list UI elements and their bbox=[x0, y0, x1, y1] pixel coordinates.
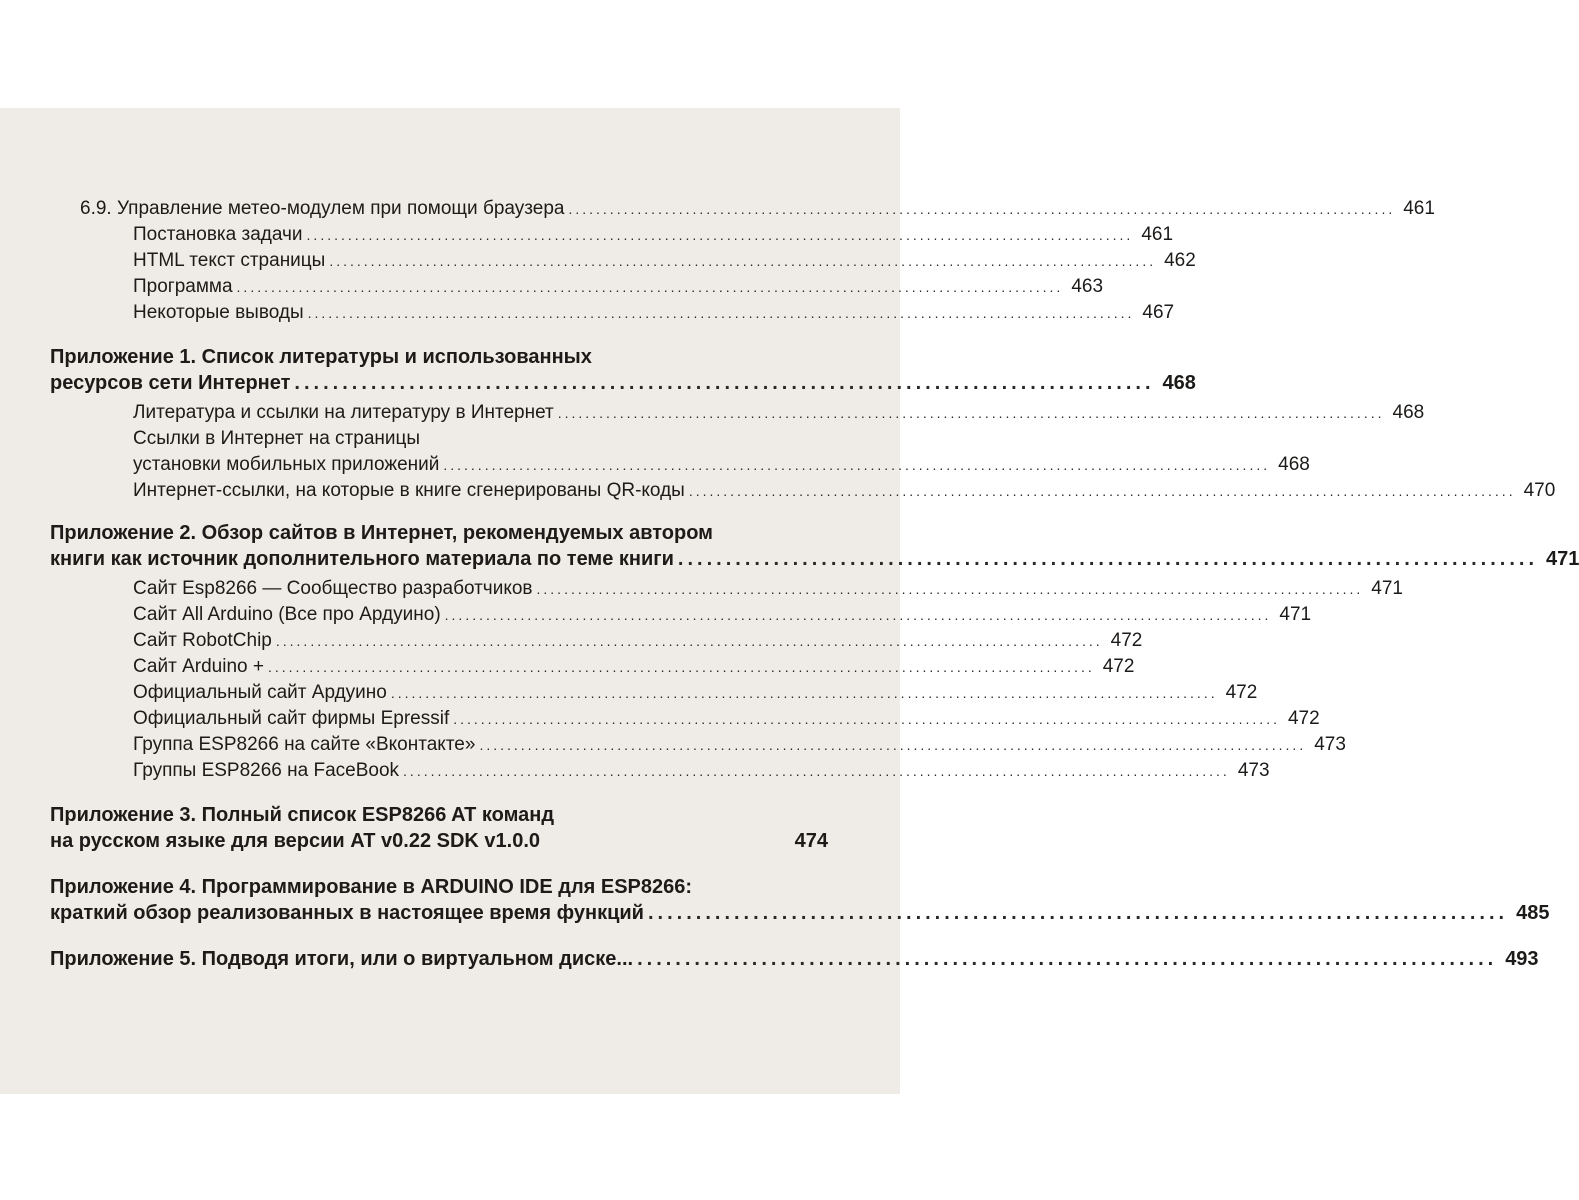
toc-entry-6-9[interactable] bbox=[80, 196, 1435, 222]
leader-dots: ........................................................................................................................ bbox=[267, 659, 1095, 675]
leader-dots: ........................................................................................................................ bbox=[443, 457, 1271, 473]
toc-entry-page: 463 bbox=[1071, 276, 1104, 297]
toc-entry-page: 472 bbox=[1287, 708, 1320, 729]
toc-entry-title: HTML текст страницы bbox=[133, 250, 326, 271]
toc-entry-title-line1: Ссылки в Интернет на страницы bbox=[133, 428, 421, 449]
leader-dots: ........................................................................................................................ bbox=[306, 227, 1134, 243]
leader-dots: ........................................................................................................................ bbox=[390, 685, 1218, 701]
toc-entry-title: ресурсов сети Интернет bbox=[50, 372, 291, 394]
toc-entry-page: 468 bbox=[1278, 454, 1310, 475]
leader-dots: ........................................................................................................................ bbox=[453, 711, 1280, 727]
toc-entry-page: 472 bbox=[1225, 682, 1258, 703]
toc-entry-appendix-5[interactable] bbox=[50, 946, 1539, 972]
leader-dots: ........................................................................................................................ bbox=[688, 483, 1516, 499]
book-page bbox=[0, 108, 1579, 1094]
leader-dots: ........................................................................................................................ bbox=[557, 405, 1385, 421]
toc-entry-title: Группа ESP8266 на сайте «Вконтакте» bbox=[133, 734, 476, 755]
toc-entry-title: Некоторые выводы bbox=[133, 302, 304, 323]
leader-dots: ........................................................................................................................ bbox=[536, 581, 1364, 597]
toc-entry-appendix-4[interactable] bbox=[50, 900, 1550, 926]
leader-dots: .......................................................................................... bbox=[294, 372, 1155, 394]
leader-dots: ........................................................................................................................ bbox=[329, 253, 1157, 269]
toc-entry-page: 461 bbox=[1141, 224, 1174, 245]
toc-entry[interactable] bbox=[133, 576, 1403, 602]
toc-entry-page: 462 bbox=[1164, 250, 1196, 271]
toc-entry[interactable] bbox=[133, 400, 1425, 426]
toc-entry-title: Сайт All Arduino (Все про Ардуино) bbox=[133, 604, 441, 625]
toc-entry-page: 474 bbox=[794, 830, 828, 852]
toc-entry-page: 473 bbox=[1237, 760, 1270, 781]
leader-dots: .......................................................................................... bbox=[677, 548, 1539, 570]
toc-entry-page: 471 bbox=[1279, 604, 1312, 625]
toc-entry-title: Постановка задачи bbox=[133, 224, 303, 245]
toc-entry-title: на русском языке для версии AT v0.22 SDK v1.0.0 bbox=[50, 830, 541, 852]
leader-dots: ........................................................................................................................ bbox=[236, 279, 1064, 295]
leader-dots: ........................................................................................................................ bbox=[568, 201, 1396, 217]
toc-entry-title: Литература и ссылки на литературу в Интернет bbox=[133, 402, 554, 423]
leader-dots: ........................................................................................................................ bbox=[403, 763, 1230, 779]
toc-entry-title: Приложение 5. Подводя итоги, или о виртуальном диске... bbox=[50, 948, 634, 970]
toc-entry-page: 470 bbox=[1523, 480, 1556, 501]
toc-entry[interactable] bbox=[133, 478, 1556, 504]
toc-entry-title: установки мобильных приложений bbox=[133, 454, 440, 475]
appendix-2-title-line1: Приложение 2. Обзор сайтов в Интернет, рекомендуемых автором bbox=[50, 522, 713, 544]
toc-entry-title: Группы ESP8266 на FaceBook bbox=[133, 760, 400, 781]
toc-entry[interactable] bbox=[133, 706, 1320, 732]
toc-entry[interactable] bbox=[133, 300, 1175, 326]
toc-entry-appendix-1[interactable] bbox=[50, 370, 1196, 396]
toc-entry-page: 461 bbox=[1403, 198, 1435, 219]
toc-entry-page: 468 bbox=[1392, 402, 1425, 423]
toc-entry-page: 467 bbox=[1142, 302, 1175, 323]
toc-entry-page: 471 bbox=[1371, 578, 1403, 599]
toc-entry-title: 6.9. Управление метео-модулем при помощи браузера bbox=[80, 198, 565, 219]
toc-entry[interactable] bbox=[133, 248, 1196, 274]
appendix-3-title-line1: Приложение 3. Полный список ESP8266 AT команд bbox=[50, 804, 555, 826]
toc-entry-title: Интернет-ссылки, на которые в книге сгенерированы QR-коды bbox=[133, 480, 685, 501]
toc-entry-title: книги как источник дополнительного материала по теме книги bbox=[50, 548, 674, 570]
toc-entry[interactable] bbox=[133, 758, 1270, 784]
toc-entry[interactable] bbox=[133, 680, 1258, 706]
toc-entry-title: краткий обзор реализованных в настоящее время функций bbox=[50, 902, 644, 924]
toc-entry-page: 472 bbox=[1102, 656, 1135, 677]
toc-entry[interactable] bbox=[133, 274, 1104, 300]
toc-entry-title: Сайт Arduino + bbox=[133, 656, 264, 677]
toc-entry-page: 471 bbox=[1546, 548, 1579, 570]
toc-entry[interactable] bbox=[133, 222, 1174, 248]
toc-entry[interactable] bbox=[133, 628, 1143, 654]
appendix-1-title-line1: Приложение 1. Список литературы и использованных bbox=[50, 346, 592, 368]
leader-dots: .......................................................................................... bbox=[647, 902, 1509, 924]
toc-entry[interactable] bbox=[133, 602, 1312, 628]
toc-entry[interactable] bbox=[133, 654, 1135, 680]
appendix-4-title-line1: Приложение 4. Программирование в ARDUINO IDE для ESP8266: bbox=[50, 876, 693, 898]
leader-dots: .......................................................................................... bbox=[637, 948, 1498, 970]
toc-entry-appendix-2[interactable] bbox=[50, 546, 1579, 572]
toc-entry-title: Сайт RobotChip bbox=[133, 630, 272, 651]
toc-entry-page: 485 bbox=[1516, 902, 1550, 924]
toc-entry-title: Сайт Esp8266 — Сообщество разработчиков bbox=[133, 578, 533, 599]
toc-entry-page: 472 bbox=[1110, 630, 1143, 651]
leader-dots: ........................................................................................................................ bbox=[275, 633, 1103, 649]
toc-entry-appendix-3[interactable] bbox=[50, 828, 828, 854]
toc-entry-page: 468 bbox=[1162, 372, 1196, 394]
leader-dots: ........................................................................................................................ bbox=[479, 737, 1307, 753]
leader-dots: ........................................................................................................................ bbox=[444, 607, 1272, 623]
toc-entry[interactable] bbox=[133, 732, 1346, 758]
leader-dots: ........................................................................................................................ bbox=[307, 305, 1135, 321]
toc-entry-title: Официальный сайт фирмы Epressif bbox=[133, 708, 450, 729]
toc-entry-title: Официальный сайт Ардуино bbox=[133, 682, 387, 703]
toc-entry[interactable] bbox=[133, 452, 1310, 478]
toc-entry-page: 493 bbox=[1505, 948, 1539, 970]
toc-entry-title: Программа bbox=[133, 276, 233, 297]
toc-entry-page: 473 bbox=[1314, 734, 1346, 755]
